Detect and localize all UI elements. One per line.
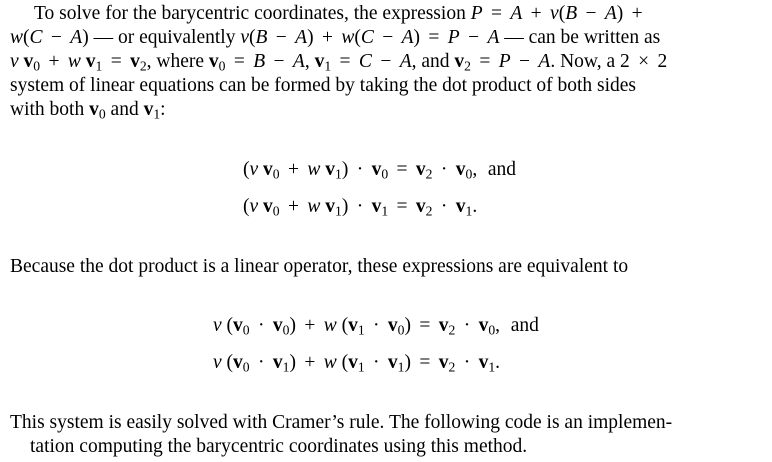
paragraph-1-line-3: v $v_0 + w$ $v_1 = v_2$, where $v_0 = B - A$, $v_1 = C - A$, and $v_2 = P - A$. Now, a 2 × 2 [10,51,668,74]
paragraph-1-line-2: w(C − A) — or equivalently v(B − A) + w(C − A) = P − A — can be written as [10,27,661,48]
paragraph-3-line-2: tation computing the barycentric coordinates using this method. [30,436,528,457]
paragraph-1-line-1: To solve for the barycentric coordinates, the expression P = A + v(B − A) + [34,3,643,24]
equation-3: v $(v_0 \cdot v_0) + w$ $(v_1 \cdot v_0) = v_2 \cdot v_0$, and [213,315,539,338]
equation-4: v $(v_0 \cdot v_1) + w$ $(v_1 \cdot v_1) = v_2 \cdot v_1$. [213,352,501,375]
equation-2: (v $v_0 + w$ $v_1) \cdot v_1 = v_2 \cdot v_1$. [243,196,478,219]
paragraph-2: Because the dot product is a linear operator, these expressions are equivalent to [10,256,629,277]
equation-1: (v $v_0 + w$ $v_1) \cdot v_0 = v_2 \cdot v_0$, and [243,159,517,182]
paragraph-1-line-5: with both $v_0$ and $v_1$: [10,99,166,122]
paragraph-1-line-4: system of linear equations can be formed by taking the dot product of both sides [10,75,637,96]
paragraph-3-line-1: This system is easily solved with Cramer’s rule. The following code is an implemen- [10,412,673,433]
